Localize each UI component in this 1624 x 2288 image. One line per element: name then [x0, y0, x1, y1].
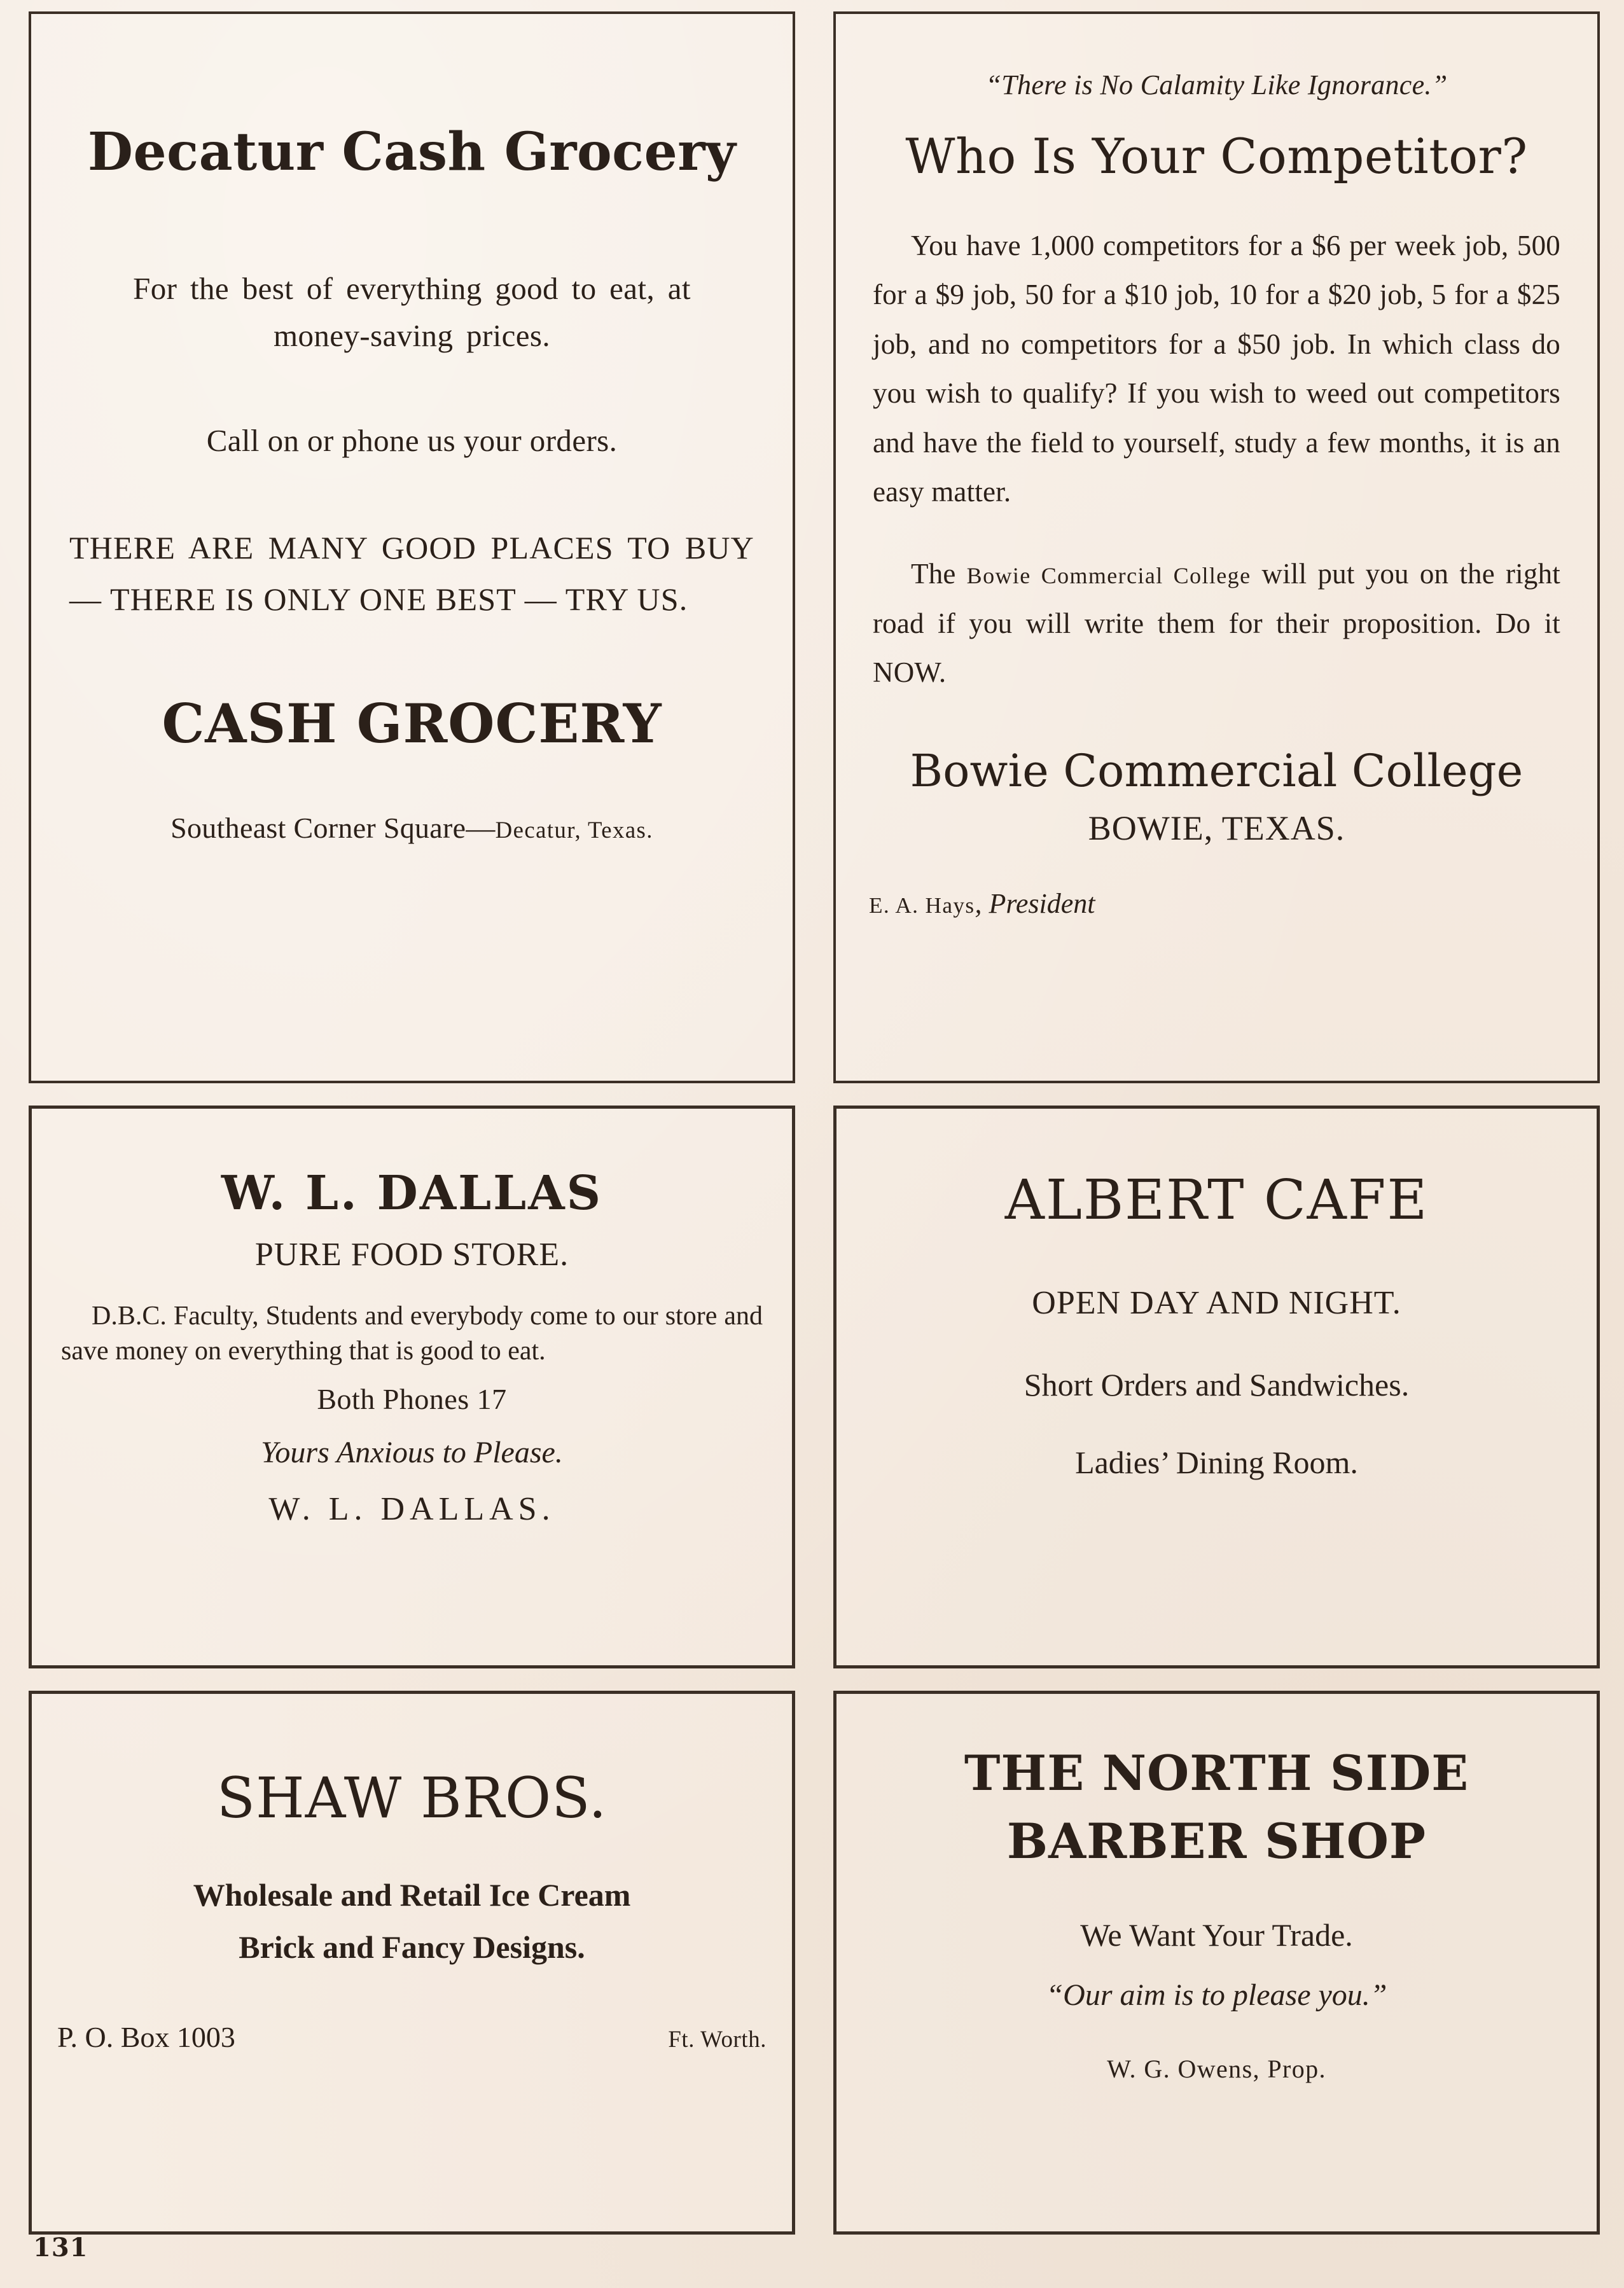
ad-wl-dallas: [29, 1106, 795, 1668]
ad-paragraph-2-post: will put you on the right road if you will write them for their proposition. Do it NOW.: [873, 558, 1560, 689]
ad-body: D.B.C. Faculty, Students and everybody come to our store and save money on everything that is good to eat.: [61, 1301, 763, 1366]
ad-offering-2: Brick and Fancy Designs.: [239, 1929, 585, 1965]
ad-president-name: E. A. Hays: [869, 892, 975, 918]
ad-epigraph: “There is No Calamity Like Ignorance.”: [985, 69, 1448, 101]
ad-title: SHAW BROS.: [216, 1765, 607, 1831]
ad-headline: Who Is Your Competitor?: [905, 128, 1528, 184]
ad-president: [869, 887, 1572, 920]
ad-signature: W. L. DALLAS.: [268, 1490, 555, 1527]
ad-albert-cafe: [833, 1106, 1600, 1668]
ad-north-side-barber-shop: [833, 1691, 1600, 2235]
ad-title-line-1: THE NORTH SIDE: [964, 1745, 1469, 1801]
ad-city: Ft. Worth.: [668, 2026, 767, 2052]
ad-title-line-2: BARBER SHOP: [1006, 1813, 1427, 1869]
ad-title: ALBERT CAFE: [1004, 1168, 1429, 1232]
ad-po-box: P. O. Box 1003: [57, 2021, 235, 2053]
ad-college-name: Bowie Commercial College: [910, 744, 1523, 797]
ad-city: BOWIE, TEXAS.: [1088, 808, 1345, 847]
page-number: 131: [33, 2233, 88, 2263]
ad-offering-1: Wholesale and Retail Ice Cream: [193, 1877, 631, 1913]
ad-bowie-commercial-college: [833, 11, 1600, 1083]
ad-address-prefix: Southeast Corner Square—: [170, 812, 496, 844]
ad-phones: Both Phones 17: [317, 1382, 507, 1415]
ad-paragraph-2-pre: The: [911, 558, 967, 590]
ad-store-name: CASH GROCERY: [162, 692, 662, 755]
ad-decatur-cash-grocery: [29, 11, 795, 1083]
ad-tagline: Yours Anxious to Please.: [261, 1435, 563, 1469]
ad-paragraph-1: You have 1,000 competitors for a $6 per week job, 500 for a $9 job, 50 for a $10 job, 10 for a $20 job, 5 for a $25 job, and no competitors for a $50 job. In which class do you wish to qualify? If you wish to weed out competitors and have the field to yourself, study a few months, it is an easy matter.: [873, 230, 1560, 508]
ad-proprietor-title: , Prop.: [1253, 2055, 1326, 2083]
ad-tagline-1: We Want Your Trade.: [1080, 1917, 1353, 1953]
ad-caps-statement: THERE ARE MANY GOOD PLACES TO BUY — THERE IS ONLY ONE BEST — TRY US.: [69, 530, 754, 617]
ad-shaw-bros: [29, 1691, 795, 2235]
ad-address: [57, 811, 767, 845]
ad-paragraph-2-smallcaps: Bowie Commercial College: [966, 563, 1251, 589]
ad-paragraph-2: [873, 550, 1560, 697]
advertisement-grid: [29, 11, 1600, 2238]
ad-hours: OPEN DAY AND NIGHT.: [1032, 1285, 1401, 1321]
ad-address-city: Decatur, Texas.: [495, 817, 653, 843]
ad-title: W. L. DALLAS: [221, 1166, 603, 1221]
ad-tagline-1: For the best of everything good to eat, at money-saving prices.: [133, 271, 691, 353]
ad-tagline-2: Call on or phone us your orders.: [206, 423, 618, 458]
ad-proprietor: [862, 2048, 1571, 2085]
ad-president-title: , President: [975, 887, 1095, 919]
ad-proprietor-name: W. G. Owens: [1107, 2055, 1253, 2083]
ad-amenity: Ladies’ Dining Room.: [1075, 1445, 1358, 1480]
ad-title: Decatur Cash Grocery: [87, 121, 737, 183]
ad-footer: [57, 2020, 767, 2054]
ad-subtitle: PURE FOOD STORE.: [254, 1237, 569, 1273]
ad-tagline-2: “Our aim is to please you.”: [1046, 1978, 1387, 2012]
ad-offering: Short Orders and Sandwiches.: [1024, 1367, 1410, 1403]
